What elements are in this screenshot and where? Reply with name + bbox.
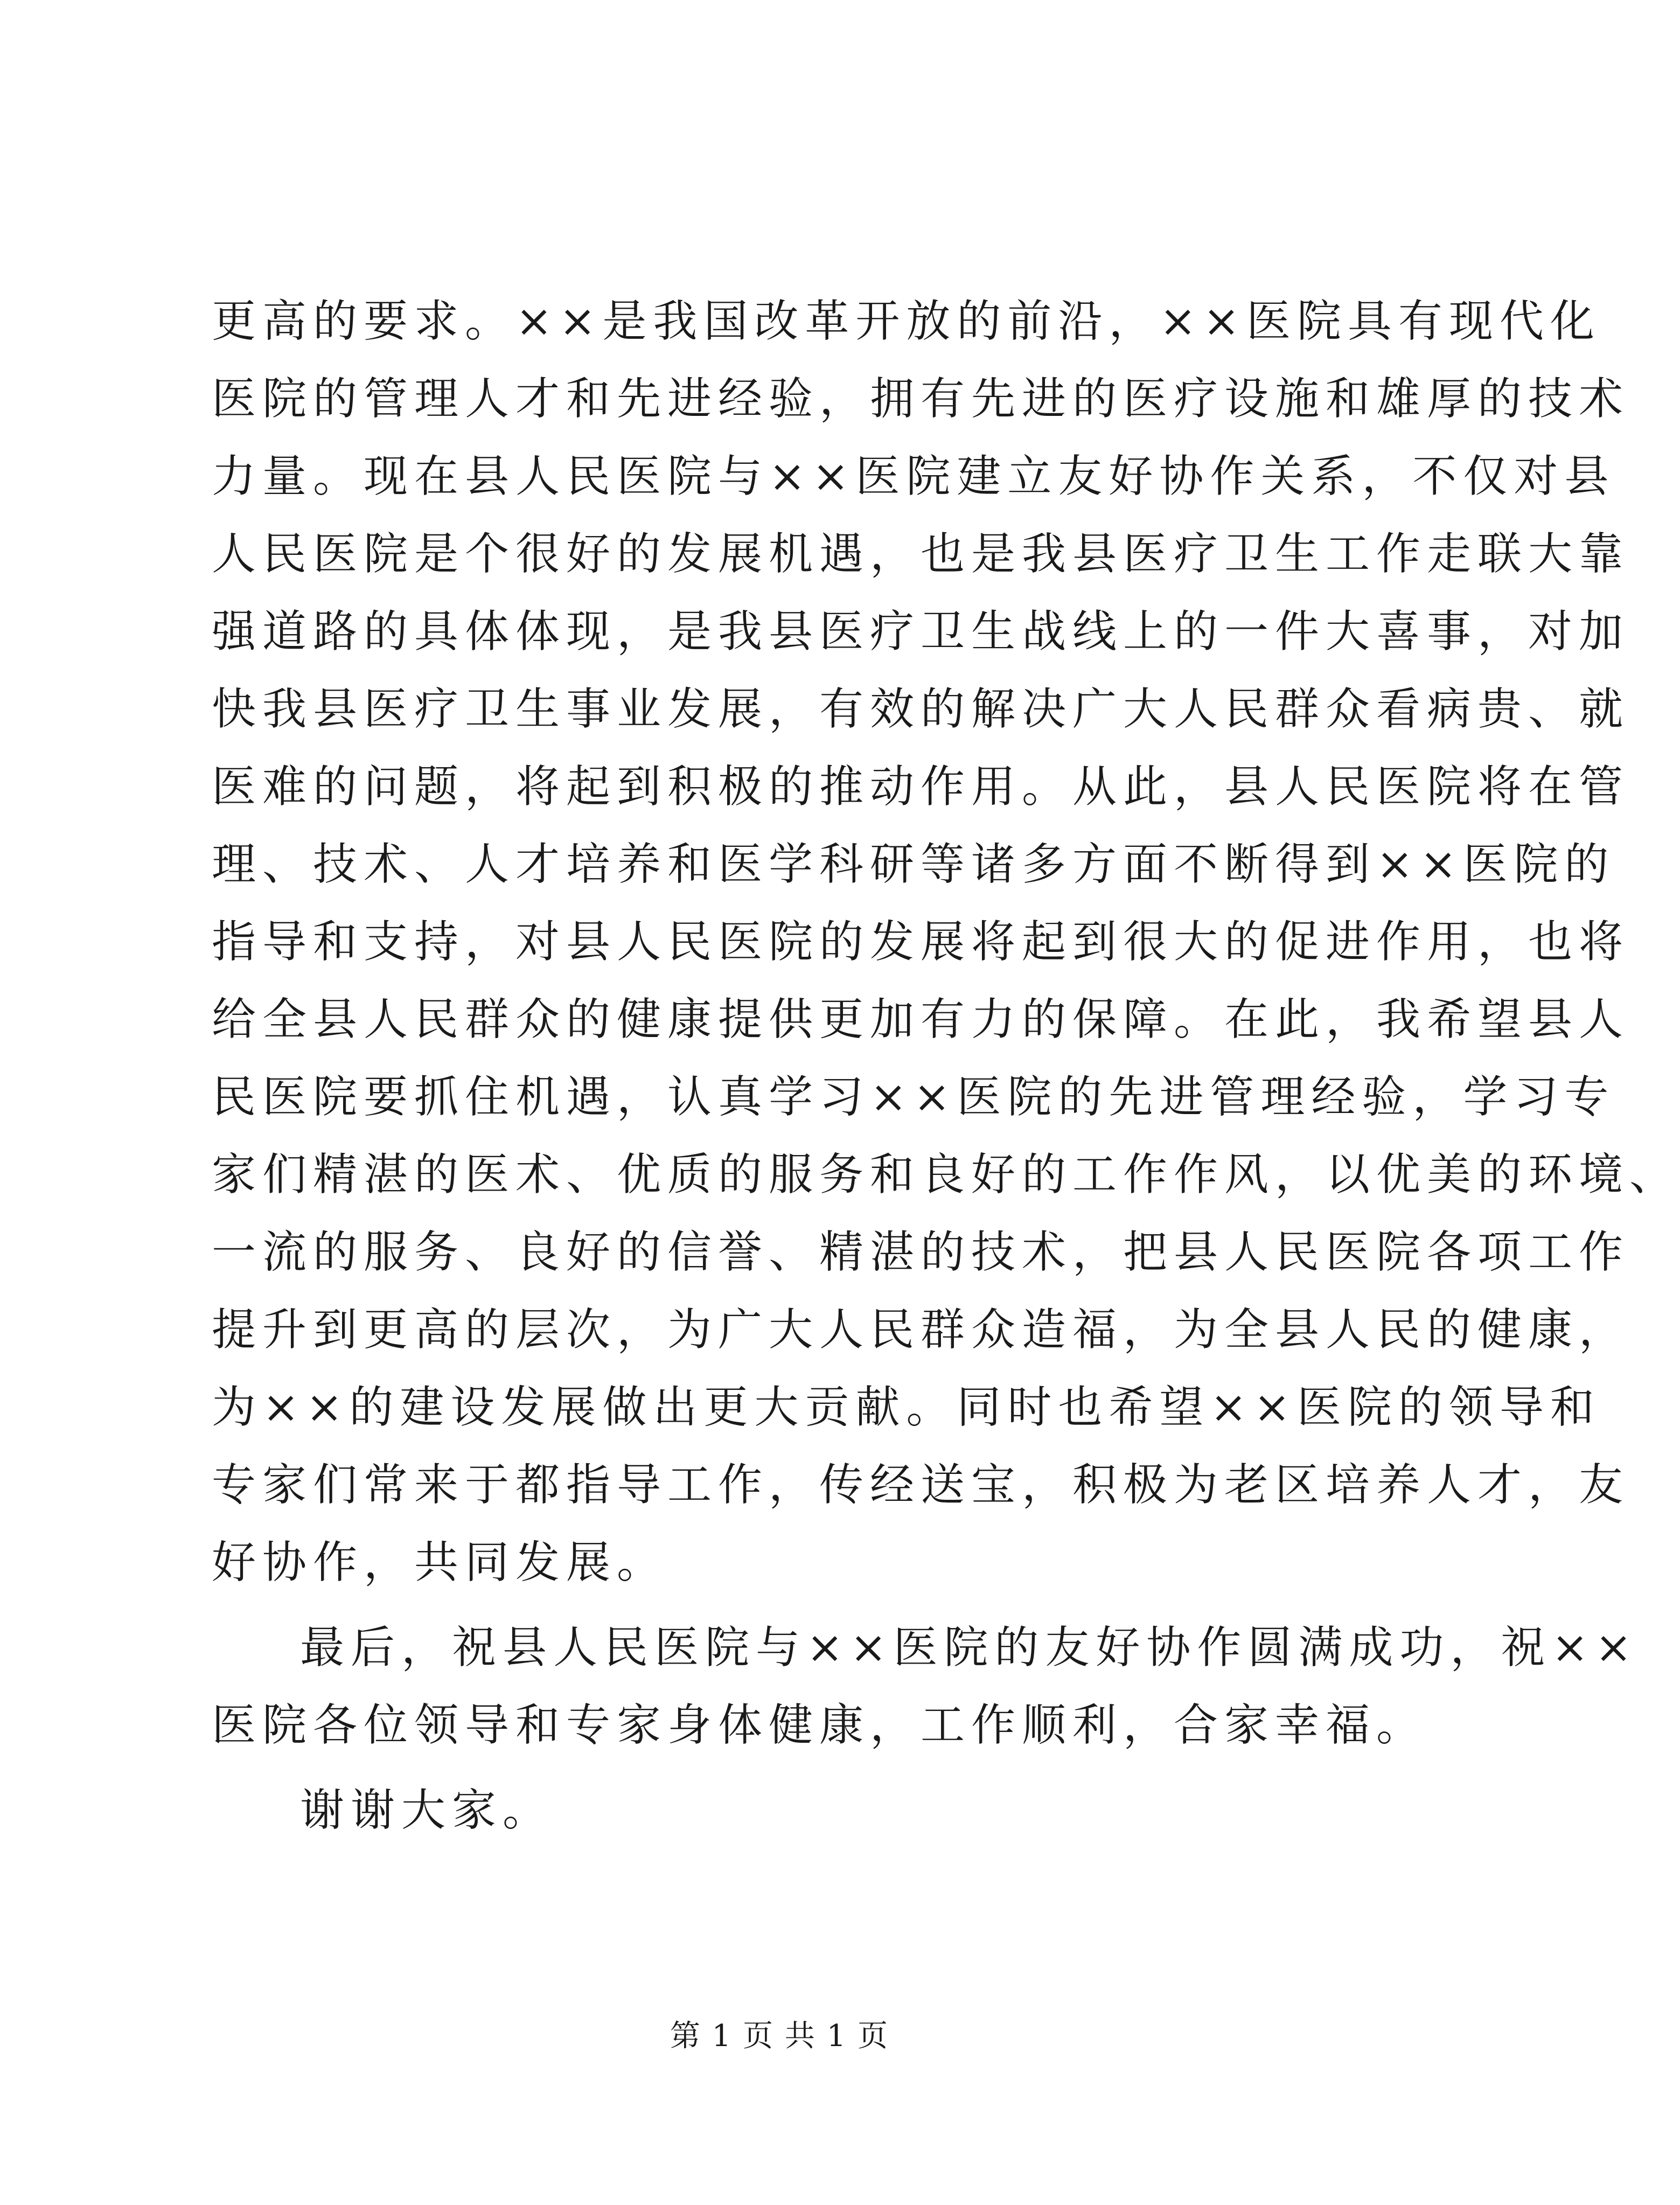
text-line: 医院的管理人才和先进经验，拥有先进的医疗设施和雄厚的技术 (212, 373, 1630, 425)
text-line: 家们精湛的医术、优质的服务和良好的工作作风，以优美的环境、 (212, 1149, 1680, 1200)
text-line: 谢谢大家。 (300, 1785, 554, 1836)
text-line: 强道路的具体体现，是我县医疗卫生战线上的一件大喜事，对加 (212, 606, 1630, 657)
page-number-label: 第 1 页 共 1 页 (670, 2019, 889, 2054)
text-line: 提升到更高的层次，为广大人民群众造福，为全县人民的健康， (212, 1304, 1630, 1355)
text-line: 快我县医疗卫生事业发展，有效的解决广大人民群众看病贵、就 (212, 684, 1630, 735)
text-line: 理、技术、人才培养和医学科研等诸多方面不断得到××医院的 (212, 839, 1615, 890)
text-line: 民医院要抓住机遇，认真学习××医院的先进管理经验，学习专 (212, 1072, 1615, 1123)
paragraph-spacer (212, 1764, 1359, 1772)
text-line: 好协作，共同发展。 (212, 1537, 668, 1588)
paragraph-1 (212, 283, 1680, 1602)
document-body (212, 283, 1680, 1849)
text-line: 医难的问题，将起到积极的推动作用。从此，县人民医院将在管 (212, 761, 1630, 812)
text-line: 为××的建设发展做出更大贡献。同时也希望××医院的领导和 (212, 1382, 1601, 1433)
text-line: 给全县人民群众的健康提供更加有力的保障。在此，我希望县人 (212, 994, 1630, 1045)
page-footer (0, 2015, 1559, 2058)
text-line: 专家们常来于都指导工作，传经送宝，积极为老区培养人才，友 (212, 1459, 1630, 1511)
text-line: 最后，祝县人民医院与××医院的友好协作圆满成功，祝×× (300, 1622, 1639, 1673)
text-line: 更高的要求。××是我国改革开放的前沿，××医院具有现代化 (212, 296, 1601, 347)
paragraph-3 (212, 1772, 1359, 1849)
text-line: 人民医院是个很好的发展机遇，也是我县医疗卫生工作走联大靠 (212, 528, 1630, 580)
text-line: 医院各位领导和专家身体健康，工作顺利，合家幸福。 (212, 1700, 1427, 1751)
text-line: 一流的服务、良好的信誉、精湛的技术，把县人民医院各项工作 (212, 1227, 1630, 1278)
paragraph-spacer (212, 1602, 1359, 1609)
text-line: 指导和支持，对县人民医院的发展将起到很大的促进作用，也将 (212, 916, 1630, 968)
paragraph-2 (212, 1609, 1639, 1764)
text-line: 力量。现在县人民医院与××医院建立友好协作关系，不仅对县 (212, 451, 1615, 502)
